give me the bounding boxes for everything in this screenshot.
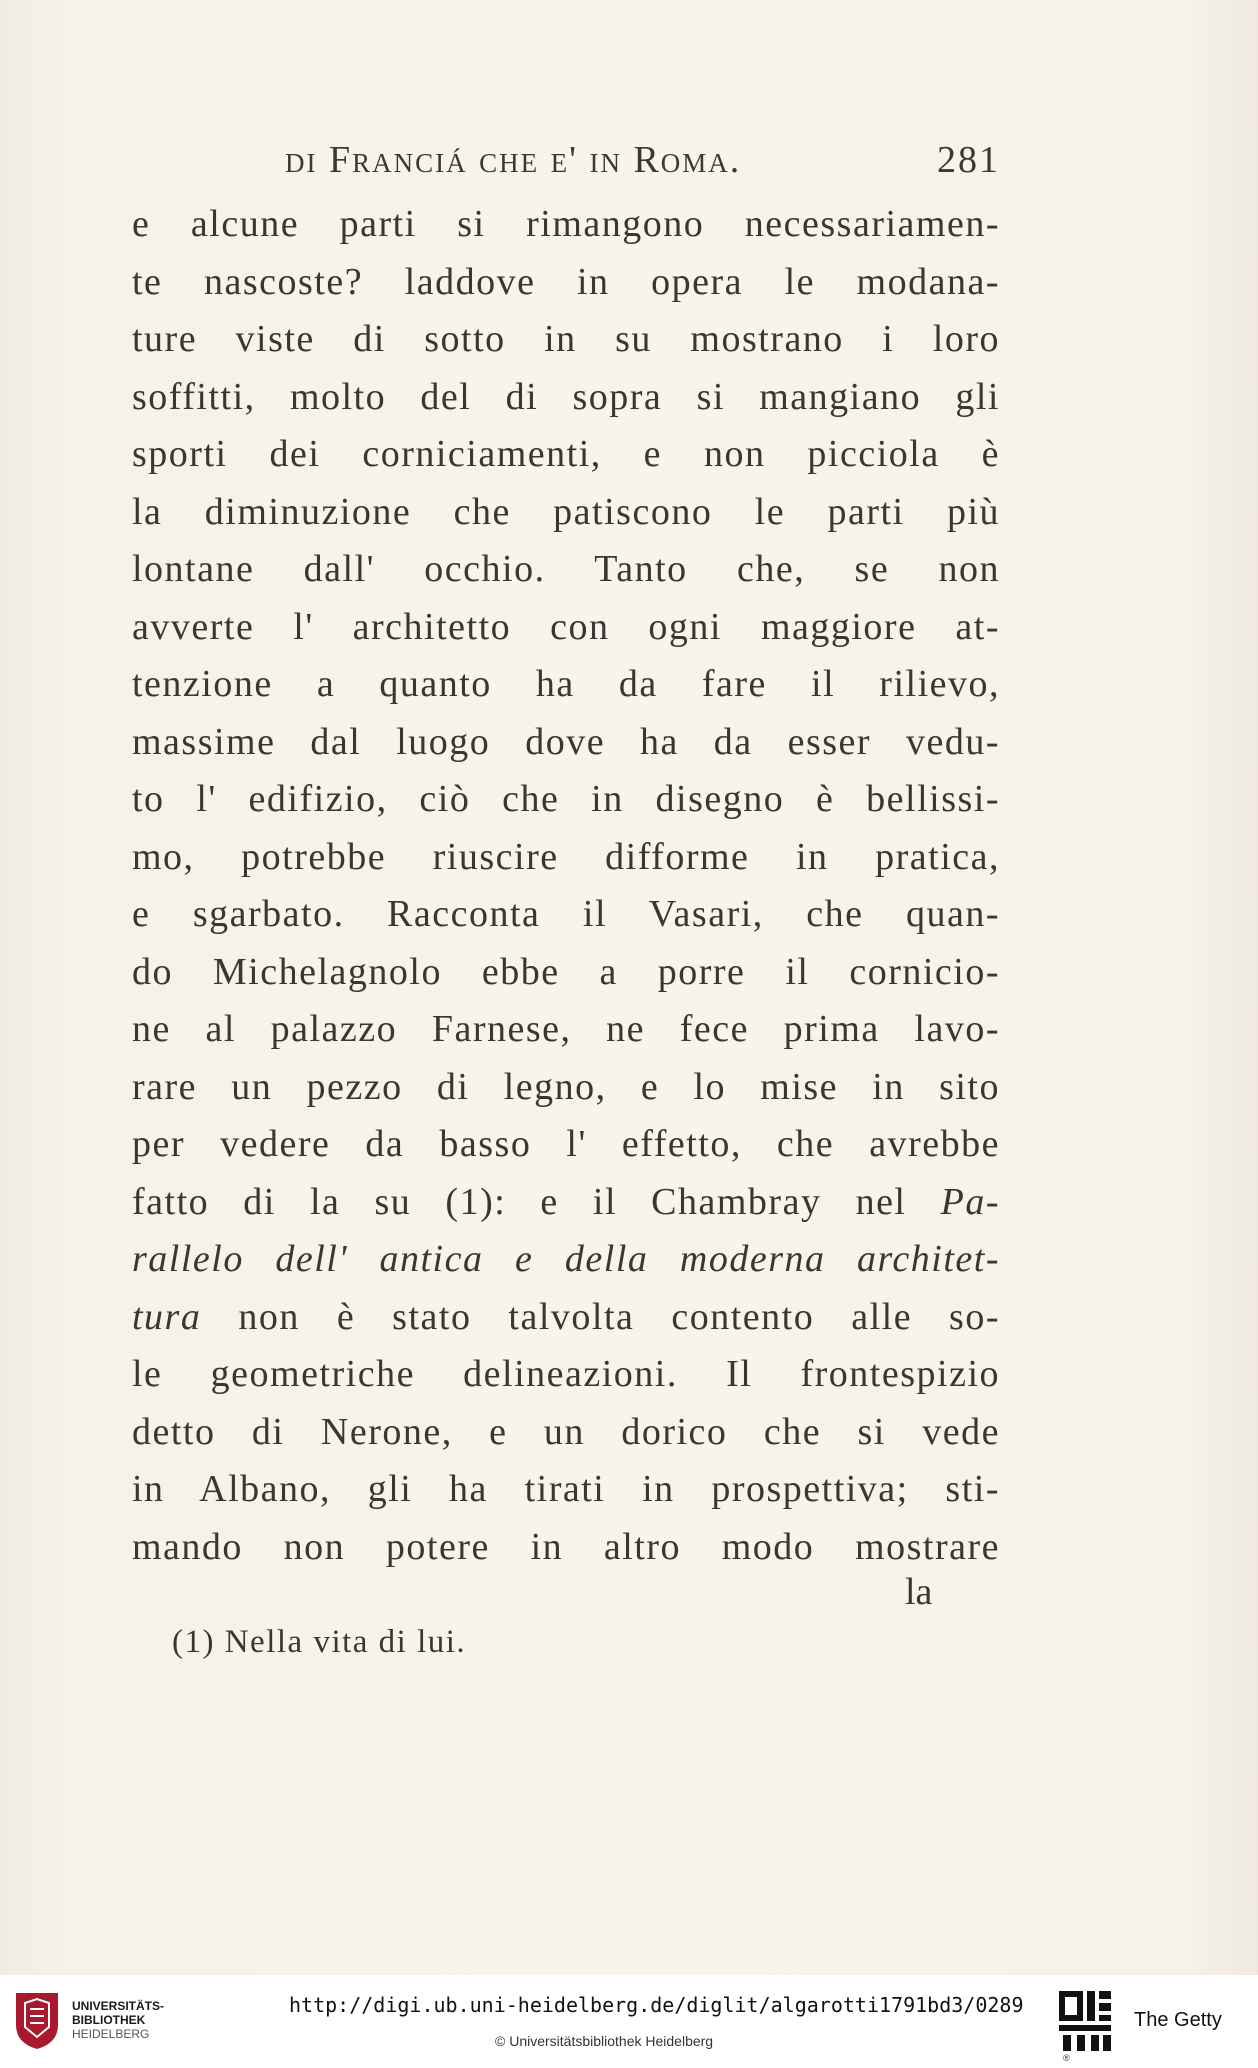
library-name-line: BIBLIOTHEK xyxy=(72,2013,146,2027)
text-line: in Albano, gli ha tirati in prospettiva; sti- xyxy=(132,1468,1000,1510)
italic-line: rallelo dell' antica e della moderna architet- xyxy=(132,1238,1000,1280)
text-line: mo, potrebbe riuscire difforme in pratica, xyxy=(132,835,1000,878)
text-line: rare un pezzo di legno, e lo mise in sito xyxy=(132,1065,1000,1108)
text-line: soffitti, molto del di sopra si mangiano gli xyxy=(132,375,1000,418)
text-line: detto di Nerone, e un dorico che si vede xyxy=(132,1410,1000,1453)
text-line-with-italic xyxy=(132,1289,1000,1347)
text-segment: fatto di la su (1): e il Chambray nel xyxy=(132,1180,907,1223)
italic-segment: Pa- xyxy=(940,1180,1001,1223)
text-line: te nascoste? laddove in opera le modana- xyxy=(132,260,1000,303)
text-line: lontane dall' occhio. Tanto che, se non xyxy=(132,548,1000,590)
university-seal-icon xyxy=(12,1989,62,2051)
text-line: do Michelagnolo ebbe a porre il cornicio- xyxy=(132,950,1000,993)
running-head xyxy=(285,138,1000,190)
footnote: (1) Nella vita di lui. xyxy=(172,1624,467,1660)
text-segment: non è stato talvolta contento alle so- xyxy=(201,1295,1000,1338)
getty-name: The Getty xyxy=(1134,2009,1222,2031)
footer-bar xyxy=(0,1975,1258,2068)
text-line: tenzione a quanto ha da fare il rilievo, xyxy=(132,663,1000,705)
text-line: sporti dei corniciamenti, e non picciola è xyxy=(132,433,1000,475)
library-name-line: UNIVERSITÄTS- xyxy=(72,1999,165,2013)
text-line: mando non potere in altro modo mostrare xyxy=(132,1525,1000,1568)
getty-logo-icon xyxy=(1057,1989,1113,2053)
text-line: le geometriche delineazioni. Il frontespizio xyxy=(132,1353,1000,1395)
text-line: massime dal luogo dove ha da esser vedu- xyxy=(132,720,1000,763)
registered-mark: ® xyxy=(1063,2053,1070,2063)
permalink-url[interactable]: http://digi.ub.uni-heidelberg.de/diglit/algarotti1791bd3/0289 xyxy=(289,1993,1024,2017)
text-line-with-italic xyxy=(132,1174,1000,1232)
running-head-title: di Franciá che e' in Roma. xyxy=(285,139,742,181)
library-name xyxy=(72,1999,164,2041)
text-line: per vedere da basso l' effetto, che avrebbe xyxy=(132,1123,1000,1165)
text-line: ne al palazzo Farnese, ne fece prima lavo- xyxy=(132,1008,1000,1050)
body-text xyxy=(132,196,1000,1576)
catchword: la xyxy=(905,1571,933,1613)
text-line: e alcune parti si rimangono necessariamen- xyxy=(132,203,1000,245)
text-line: e sgarbato. Racconta il Vasari, che quan- xyxy=(132,893,1000,935)
copyright-notice: © Universitätsbibliothek Heidelberg xyxy=(495,2033,714,2049)
page-number: 281 xyxy=(937,139,1000,181)
library-name-line: HEIDELBERG xyxy=(72,2027,150,2041)
italic-segment: tura xyxy=(132,1295,202,1338)
text-line: avverte l' architetto con ogni maggiore at- xyxy=(132,605,1000,648)
text-line: ture viste di sotto in su mostrano i loro xyxy=(132,318,1000,360)
text-line: la diminuzione che patiscono le parti più xyxy=(132,490,1000,533)
text-line: to l' edifizio, ciò che in disegno è bellissi- xyxy=(132,778,1000,820)
